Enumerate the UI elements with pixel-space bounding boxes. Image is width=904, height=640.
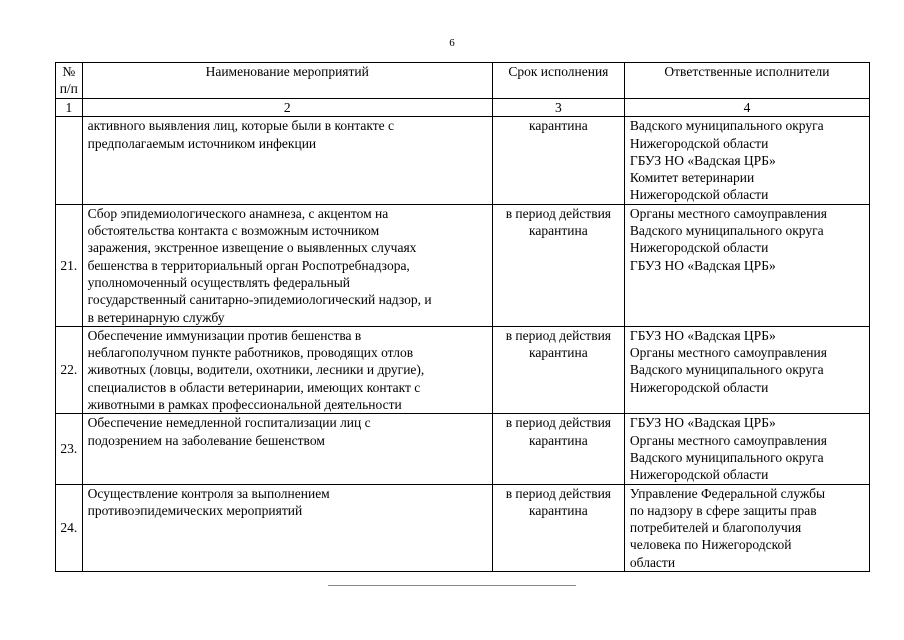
- responsible-line: Управление Федеральной службы: [629, 485, 826, 501]
- deadline-line: в период действия: [505, 415, 612, 431]
- deadline-line: в период действия: [505, 205, 612, 221]
- responsible-line: Нижегородской области: [629, 467, 769, 483]
- measure-name-line: предполагаемым источником инфекции: [87, 135, 317, 151]
- measure-name-line: государственный санитарно-эпидемиологический надзор, и: [87, 292, 432, 308]
- responsible-line: Нижегородской области: [629, 135, 769, 151]
- page-number: 6: [449, 37, 455, 49]
- measure-name-cell: [82, 414, 492, 484]
- deadline-cell: [492, 484, 624, 571]
- measure-name-line: Обеспечение иммунизации против бешенства в: [87, 327, 362, 343]
- responsible-line: Органы местного самоуправления: [629, 432, 827, 448]
- responsible-cell: [624, 326, 869, 413]
- column-index: 3: [492, 99, 624, 117]
- row-number: [56, 117, 83, 204]
- header-deadline: Срок исполнения: [492, 63, 624, 99]
- measure-name-line: подозрением на заболевание бешенством: [87, 432, 325, 448]
- responsible-line: ГБУЗ НО «Вадская ЦРБ»: [629, 415, 776, 431]
- responsible-line: Органы местного самоуправления: [629, 205, 827, 221]
- responsible-line: по надзору в сфере защиты прав: [629, 502, 817, 518]
- responsible-line: Комитет ветеринарии: [629, 170, 755, 186]
- table-row: [56, 204, 870, 326]
- measure-name-line: уполномоченный осуществлять федеральный: [87, 274, 351, 290]
- table-row: [56, 414, 870, 484]
- row-number: 21.: [56, 204, 83, 326]
- responsible-cell: [624, 414, 869, 484]
- footer-divider: [328, 585, 576, 586]
- measure-name-cell: [82, 117, 492, 204]
- measure-name-line: Обеспечение немедленной госпитализации лиц с: [87, 415, 371, 431]
- responsible-line: Вадского муниципального округа: [629, 223, 824, 239]
- responsible-line: человека по Нижегородской: [629, 537, 792, 553]
- measure-name-line: животных (ловцы, водители, охотники, лесники и другие),: [87, 362, 425, 378]
- deadline-line: карантина: [529, 118, 588, 134]
- column-index: 4: [624, 99, 869, 117]
- deadline-line: карантина: [529, 432, 588, 448]
- measure-name-line: в ветеринарную службу: [87, 309, 225, 325]
- responsible-line: области: [629, 554, 676, 570]
- header-number: [56, 63, 83, 99]
- table-row: [56, 484, 870, 571]
- responsible-line: Вадского муниципального округа: [629, 362, 824, 378]
- responsible-line: Нижегородской области: [629, 240, 769, 256]
- measure-name-line: активного выявления лиц, которые были в контакте с: [87, 118, 395, 134]
- responsible-line: Вадского муниципального округа: [629, 449, 824, 465]
- header-number-text: № п/п: [59, 64, 78, 97]
- row-number: 22.: [56, 326, 83, 413]
- deadline-cell: [492, 204, 624, 326]
- responsible-line: Нижегородской области: [629, 379, 769, 395]
- column-index: 2: [82, 99, 492, 117]
- measure-name-line: бешенства в территориальный орган Роспотребнадзора,: [87, 257, 410, 273]
- row-number: 23.: [56, 414, 83, 484]
- deadline-cell: [492, 117, 624, 204]
- deadline-line: карантина: [529, 502, 588, 518]
- responsible-line: Органы местного самоуправления: [629, 345, 827, 361]
- responsible-cell: [624, 484, 869, 571]
- deadline-line: карантина: [529, 345, 588, 361]
- responsible-line: ГБУЗ НО «Вадская ЦРБ»: [629, 327, 776, 343]
- table-header-row: [56, 63, 870, 99]
- deadline-cell: [492, 414, 624, 484]
- responsible-line: Нижегородской области: [629, 187, 769, 203]
- column-index-row: [56, 99, 870, 117]
- responsible-line: ГБУЗ НО «Вадская ЦРБ»: [629, 152, 776, 168]
- responsible-cell: [624, 204, 869, 326]
- measure-name-line: Сбор эпидемиологического анамнеза, с акцентом на: [87, 205, 389, 221]
- table-row: [56, 326, 870, 413]
- measure-name-cell: [82, 484, 492, 571]
- responsible-cell: [624, 117, 869, 204]
- measure-name-line: специалистов в области ветеринарии, имеющих контакт с: [87, 379, 421, 395]
- deadline-line: в период действия: [505, 327, 612, 343]
- measure-name-line: неблагополучном пункте работников, проводящих отлов: [87, 345, 414, 361]
- deadline-line: карантина: [529, 223, 588, 239]
- responsible-line: потребителей и благополучия: [629, 520, 802, 536]
- header-measures: Наименование мероприятий: [82, 63, 492, 99]
- table-row: [56, 117, 870, 204]
- responsible-line: Вадского муниципального округа: [629, 118, 824, 134]
- measure-name-line: противоэпидемических мероприятий: [87, 502, 303, 518]
- header-responsible: Ответственные исполнители: [624, 63, 869, 99]
- measure-name-cell: [82, 204, 492, 326]
- row-number: 24.: [56, 484, 83, 571]
- measure-name-line: Осуществление контроля за выполнением: [87, 485, 330, 501]
- table-body: [56, 117, 870, 572]
- deadline-cell: [492, 326, 624, 413]
- measure-name-line: заражения, экстренное извещение о выявленных случаях: [87, 240, 417, 256]
- measure-name-line: животными в рамках профессиональной деятельности: [87, 397, 402, 413]
- measures-table: [55, 62, 870, 572]
- responsible-line: ГБУЗ НО «Вадская ЦРБ»: [629, 257, 776, 273]
- deadline-line: в период действия: [505, 485, 612, 501]
- measure-name-cell: [82, 326, 492, 413]
- column-index: 1: [56, 99, 83, 117]
- measure-name-line: обстоятельства контакта с возможным источником: [87, 223, 380, 239]
